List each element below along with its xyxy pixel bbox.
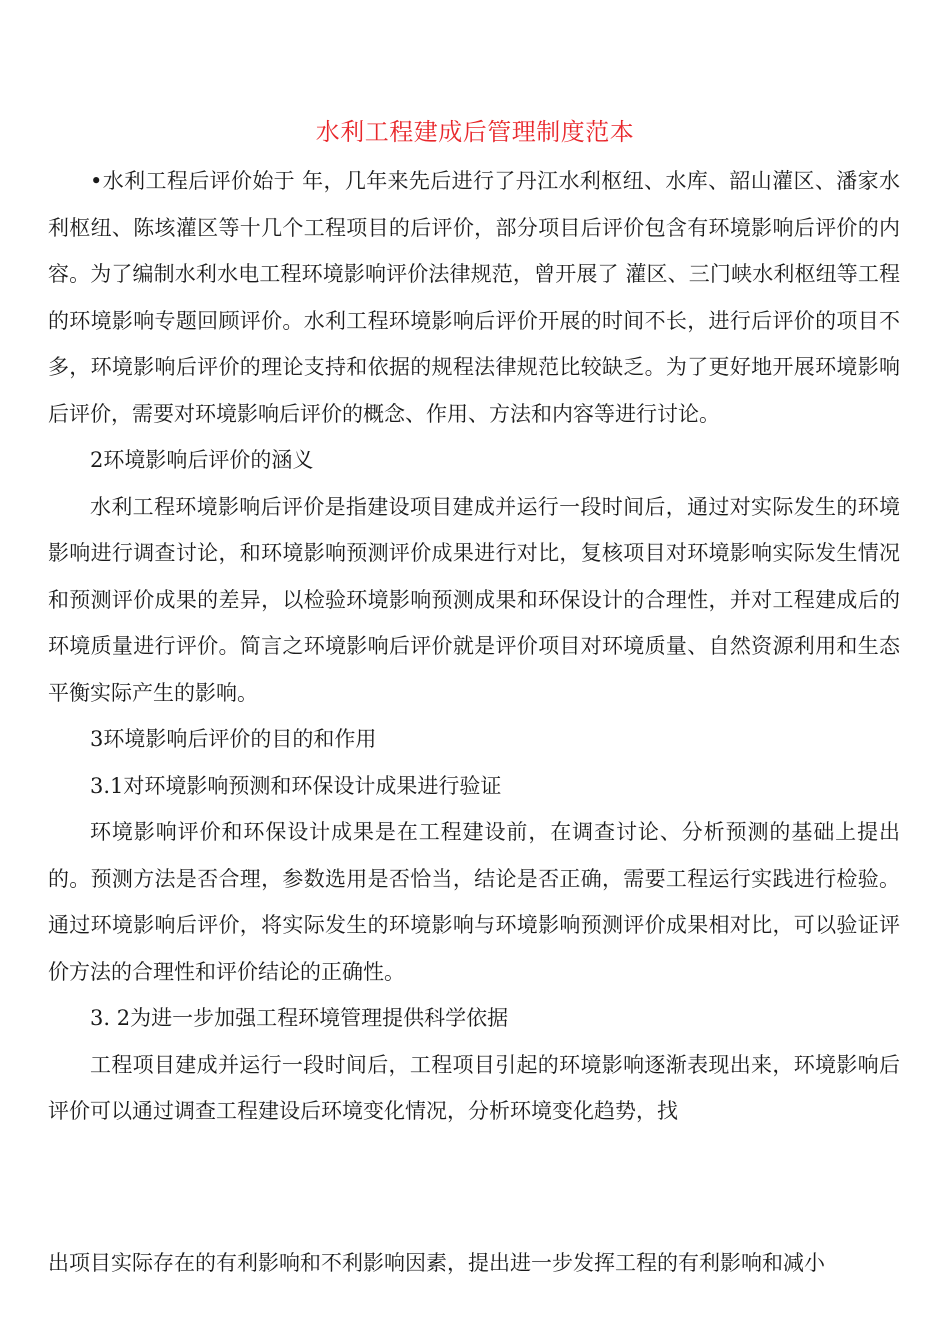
continuation-line: 出项目实际存在的有利影响和不利影响因素，提出进一步发挥工程的有利影响和减小: [48, 1251, 825, 1275]
paragraph-verification: 环境影响评价和环保设计成果是在工程建设前，在调查讨论、分析预测的基础上提出的。预测方法是否合理，参数选用是否恰当，结论是否正确，需要工程运行实践进行检验。通过环境影响后评价，将实际发生的环境影响与环境影响预测评价成果相对比，可以验证评价方法的合理性和评价结论的正确性。: [48, 820, 900, 984]
section-heading-3-2: 3. 2为进一步加强工程环境管理提供科学依据: [90, 1006, 509, 1030]
paragraph-definition: 水利工程环境影响后评价是指建设项目建成并运行一段时间后，通过对实际发生的环境影响进行调查讨论，和环境影响预测评价成果进行对比，复核项目对环境影响实际发生情况和预测评价成果的差异，以检验环境影响预测成果和环保设计的合理性，并对工程建成后的环境质量进行评价。简言之环境影响后评价就是评价项目对环境质量、自然资源利用和生态平衡实际产生的影响。: [48, 494, 900, 705]
paragraph-management: 工程项目建成并运行一段时间后，工程项目引起的环境影响逐渐表现出来，环境影响后评价可以通过调查工程建设后环境变化情况，分析环境变化趋势，找: [48, 1052, 900, 1123]
document-body: [48, 158, 900, 1135]
section-heading-2: 2环境影响后评价的涵义: [90, 448, 314, 472]
document-title: 水利工程建成后管理制度范本: [315, 118, 635, 146]
section-heading-3-1: 3.1对环境影响预测和环保设计成果进行验证: [90, 773, 502, 798]
paragraph-intro: •水利工程后评价始于 年，几年来先后进行了丹江水利枢纽、水库、韶山灌区、潘家水利枢纽、陈垓灌区等十几个工程项目的后评价，部分项目后评价包含有环境影响后评价的内容。为了编制水利水电工程环境影响评价法律规范，曾开展了 灌区、三门峡水利枢纽等工程的环境影响专题回顾评价。水利工程环境影响后评价开展的时间不长，进行后评价的项目不多，环境影响后评价的理论支持和依据的规程法律规范比较缺乏。为了更好地开展环境影响后评价，需要对环境影响后评价的概念、作用、方法和内容等进行讨论。: [48, 169, 900, 426]
section-heading-3: 3环境影响后评价的目的和作用: [90, 727, 377, 751]
